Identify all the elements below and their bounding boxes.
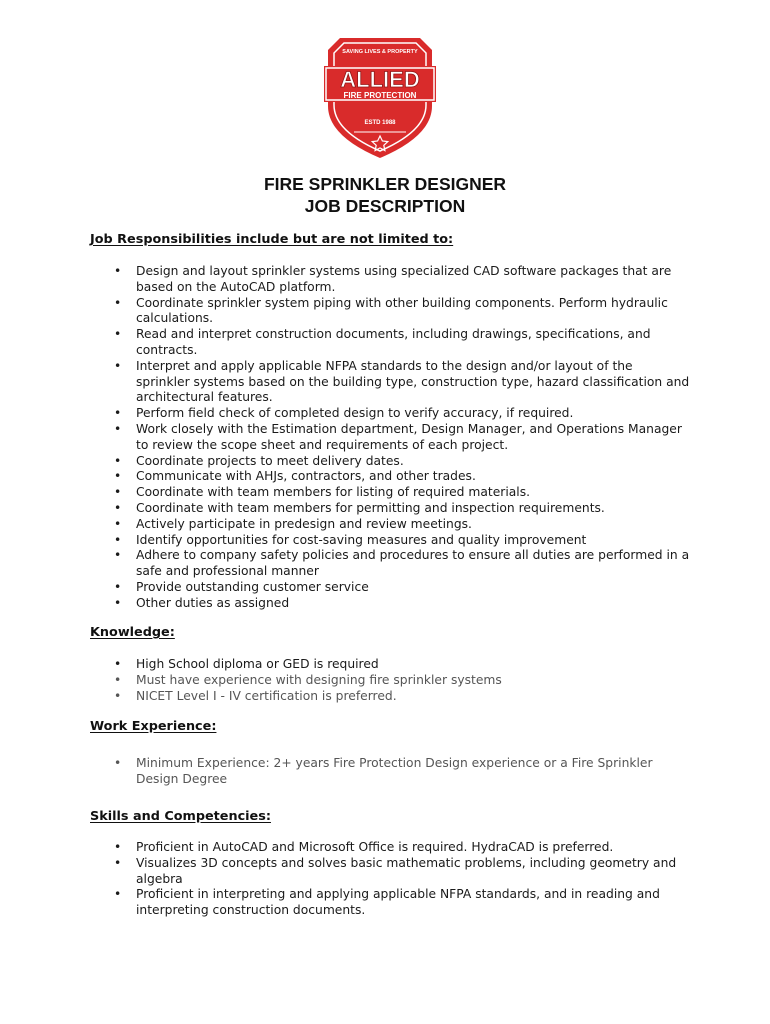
list-item: • Coordinate projects to meet delivery dates. [114, 453, 404, 468]
bullet-icon: • [114, 453, 122, 468]
list-item: • Work closely with the Estimation department, Design Manager, and Operations Manager to review the scope sheet and requirements of each project. [114, 421, 682, 452]
bullet-icon: • [114, 295, 122, 310]
list-item: • Proficient in AutoCAD and Microsoft Office is required. HydraCAD is preferred. [114, 840, 614, 854]
bullet-icon: • [114, 264, 122, 278]
bullet-icon: • [114, 548, 122, 563]
logo-name: ALLIED [340, 67, 420, 92]
skills-list [90, 840, 690, 919]
list-item: • Communicate with AHJs, contractors, and other trades. [114, 469, 476, 484]
list-item: • Proficient in interpreting and applying applicable NFPA standards, and in reading and interpreting construction documents. [114, 887, 660, 918]
list-item: • Perform field check of completed design to verify accuracy, if required. [114, 406, 574, 421]
list-item: • Coordinate with team members for listing of required materials. [114, 485, 531, 500]
bullet-icon: • [114, 672, 122, 687]
work-experience-list [90, 756, 690, 788]
list-item: • Adhere to company safety policies and procedures to ensure all duties are performed in a safe and professional manner [114, 548, 690, 579]
list-item: • Coordinate sprinkler system piping with other building components. Perform hydraulic calculations. [114, 295, 668, 326]
skills-heading: Skills and Competencies: [90, 809, 271, 824]
bullet-icon: • [114, 840, 122, 854]
logo-established: ESTD 1988 [364, 120, 396, 126]
bullet-icon: • [114, 579, 122, 594]
bullet-icon: • [114, 532, 122, 547]
list-item: • Read and interpret construction documents, including drawings, specifications, and contracts. [114, 327, 651, 357]
bullet-icon: • [114, 500, 122, 515]
bullet-icon: • [114, 469, 122, 484]
list-item: • Provide outstanding customer service [114, 579, 369, 594]
bullet-icon: • [114, 516, 122, 531]
list-item: • Actively participate in predesign and review meetings. [114, 516, 472, 531]
bullet-icon: • [114, 756, 122, 770]
bullet-icon: • [114, 595, 122, 610]
list-item: • Coordinate with team members for permitting and inspection requirements. [114, 500, 605, 515]
logo-badge-shape [324, 36, 436, 160]
list-item: • NICET Level I - IV certification is preferred. [114, 688, 397, 703]
knowledge-list [90, 657, 690, 704]
bullet-icon: • [114, 327, 122, 342]
bullet-icon: • [114, 688, 122, 703]
page-title: FIRE SPRINKLER DESIGNER [263, 174, 507, 194]
bullet-icon: • [114, 855, 122, 870]
allied-fire-protection-logo [324, 36, 436, 160]
list-item: • Design and layout sprinkler systems using specialized CAD software packages that are based on the AutoCAD platform. [114, 264, 672, 294]
list-item: • Must have experience with designing fire sprinkler systems [114, 672, 502, 687]
bullet-icon: • [114, 358, 122, 373]
list-item: • Identify opportunities for cost-saving measures and quality improvement [114, 532, 587, 547]
bullet-icon: • [114, 657, 122, 671]
list-item: • Interpret and apply applicable NFPA standards to the design and/or layout of the sprinkler systems based on the building type, construction type, hazard classification and architectural features. [114, 358, 690, 405]
bullet-icon: • [114, 485, 122, 500]
work-experience-heading: Work Experience: [90, 719, 217, 734]
knowledge-heading: Knowledge: [90, 625, 175, 640]
list-item: • High School diploma or GED is required [114, 657, 379, 671]
list-item: • Minimum Experience: 2+ years Fire Protection Design experience or a Fire Sprinkler Design Degree [114, 756, 653, 786]
bullet-icon: • [114, 421, 122, 436]
responsibilities-heading: Job Responsibilities include but are not limited to: [90, 232, 454, 247]
list-item: • Other duties as assigned [114, 595, 290, 610]
page-subtitle: JOB DESCRIPTION [304, 196, 466, 216]
logo-subname: FIRE PROTECTION [343, 91, 417, 100]
list-item: • Visualizes 3D concepts and solves basic mathematic problems, including geometry and algebra [114, 855, 677, 886]
responsibilities-list [90, 264, 690, 612]
bullet-icon: • [114, 406, 122, 421]
bullet-icon: • [114, 887, 122, 902]
logo-top-text: SAVING LIVES & PROPERTY [342, 49, 418, 55]
